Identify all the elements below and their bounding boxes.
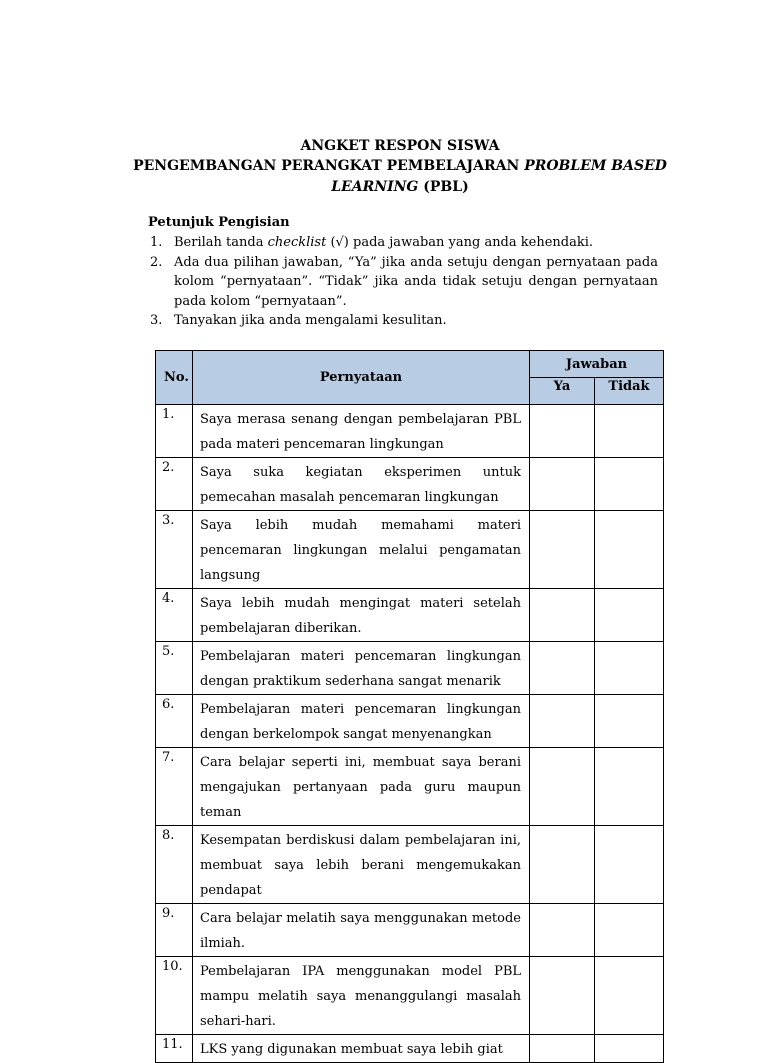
answer-no-cell[interactable]	[595, 695, 664, 748]
table-row	[156, 695, 664, 748]
row-statement-cell	[193, 589, 530, 642]
row-statement: Saya lebih mudah mengingat materi setelah pembelajaran diberikan.	[200, 596, 521, 636]
row-statement-cell	[193, 957, 530, 1035]
answer-yes-cell[interactable]	[530, 458, 595, 511]
answer-no-cell[interactable]	[595, 826, 664, 904]
table-row	[156, 826, 664, 904]
row-statement: Saya suka kegiatan eksperimen untuk pemecahan masalah pencemaran lingkungan	[200, 465, 521, 505]
instruction-text: (√) pada jawaban yang anda kehendaki.	[326, 235, 594, 250]
answer-no-cell[interactable]	[595, 511, 664, 589]
answer-yes-cell[interactable]	[530, 695, 595, 748]
row-statement-cell	[193, 642, 530, 695]
answer-yes-cell[interactable]	[530, 904, 595, 957]
title-line-3-italic: LEARNING	[331, 179, 419, 195]
table-row	[156, 589, 664, 642]
title-line-3-normal: (PBL)	[418, 179, 469, 195]
table-row	[156, 642, 664, 695]
answer-yes-cell[interactable]	[530, 642, 595, 695]
title-line-2-normal: PENGEMBANGAN PERANGKAT PEMBELAJARAN	[133, 158, 525, 174]
row-statement-cell	[193, 826, 530, 904]
row-number: 11.	[156, 1035, 193, 1063]
row-statement: Pembelajaran IPA menggunakan model PBL mampu melatih saya menanggulangi masalah sehari-hari.	[200, 964, 521, 1029]
row-statement: Cara belajar melatih saya menggunakan metode ilmiah.	[200, 911, 521, 951]
answer-yes-cell[interactable]	[530, 957, 595, 1035]
table-row	[156, 904, 664, 957]
answer-no-cell[interactable]	[595, 748, 664, 826]
answer-yes-cell[interactable]	[530, 826, 595, 904]
row-number: 10.	[156, 957, 193, 1035]
row-number: 3.	[156, 511, 193, 589]
answer-no-cell[interactable]	[595, 904, 664, 957]
table-row	[156, 748, 664, 826]
document-title	[100, 137, 700, 156]
instruction-item	[148, 311, 658, 331]
row-statement-cell	[193, 405, 530, 458]
document-subtitle-line-1	[100, 157, 700, 176]
instruction-number: 1.	[150, 235, 163, 250]
instructions-heading: Petunjuk Pengisian	[148, 215, 290, 230]
title-line-1: ANGKET RESPON SISWA	[300, 138, 500, 154]
table-row	[156, 511, 664, 589]
row-statement: LKS yang digunakan membuat saya lebih giat	[200, 1042, 503, 1057]
row-statement: Saya merasa senang dengan pembelajaran PBL pada materi pencemaran lingkungan	[200, 412, 521, 452]
row-number: 8.	[156, 826, 193, 904]
header-statement: Pernyataan	[193, 351, 530, 405]
instruction-number: 3.	[150, 313, 163, 328]
header-answer: Jawaban	[530, 351, 664, 378]
survey-table	[155, 350, 664, 1063]
table-row	[156, 458, 664, 511]
row-statement-cell	[193, 904, 530, 957]
answer-no-cell[interactable]	[595, 458, 664, 511]
answer-no-cell[interactable]	[595, 957, 664, 1035]
answer-no-cell[interactable]	[595, 589, 664, 642]
row-statement-cell	[193, 458, 530, 511]
instruction-text: Ada dua pilihan jawaban, “Ya” jika anda setuju dengan pernyataan pada kolom “pernyataan”. “Tidak” jika anda tidak setuju dengan pernyataan pada kolom “pernyataan”.	[174, 254, 658, 309]
row-number: 6.	[156, 695, 193, 748]
header-yes: Ya	[530, 378, 595, 405]
row-statement-cell	[193, 748, 530, 826]
row-statement-cell	[193, 511, 530, 589]
header-no-answer: Tidak	[595, 378, 664, 405]
instruction-text: Tanyakan jika anda mengalami kesulitan.	[174, 313, 447, 328]
instruction-text: Berilah tanda	[174, 235, 268, 250]
instructions-list	[148, 233, 658, 331]
table-row	[156, 957, 664, 1035]
row-statement: Kesempatan berdiskusi dalam pembelajaran ini, membuat saya lebih berani mengemukakan pendapat	[200, 833, 521, 898]
answer-yes-cell[interactable]	[530, 405, 595, 458]
instruction-item	[148, 253, 658, 312]
row-number: 4.	[156, 589, 193, 642]
answer-yes-cell[interactable]	[530, 1035, 595, 1063]
row-number: 5.	[156, 642, 193, 695]
table-row	[156, 405, 664, 458]
row-statement: Cara belajar seperti ini, membuat saya berani mengajukan pertanyaan pada guru maupun teman	[200, 755, 521, 820]
instruction-text-italic: checklist	[267, 235, 327, 250]
row-statement-cell	[193, 1035, 530, 1063]
answer-no-cell[interactable]	[595, 405, 664, 458]
answer-no-cell[interactable]	[595, 642, 664, 695]
document-subtitle-line-2	[100, 178, 700, 197]
row-statement: Pembelajaran materi pencemaran lingkungan dengan praktikum sederhana sangat menarik	[200, 649, 521, 689]
answer-no-cell[interactable]	[595, 1035, 664, 1063]
answer-yes-cell[interactable]	[530, 511, 595, 589]
answer-yes-cell[interactable]	[530, 589, 595, 642]
row-number: 9.	[156, 904, 193, 957]
row-number: 2.	[156, 458, 193, 511]
instruction-item	[148, 233, 658, 253]
row-number: 7.	[156, 748, 193, 826]
table-row	[156, 1035, 664, 1063]
header-number: No.	[156, 351, 193, 405]
instruction-number: 2.	[150, 254, 163, 270]
title-line-2-italic: PROBLEM BASED	[524, 158, 667, 174]
row-statement-cell	[193, 695, 530, 748]
row-number: 1.	[156, 405, 193, 458]
answer-yes-cell[interactable]	[530, 748, 595, 826]
row-statement: Saya lebih mudah memahami materi pencemaran lingkungan melalui pengamatan langsung	[200, 518, 521, 583]
row-statement: Pembelajaran materi pencemaran lingkungan dengan berkelompok sangat menyenangkan	[200, 702, 521, 742]
